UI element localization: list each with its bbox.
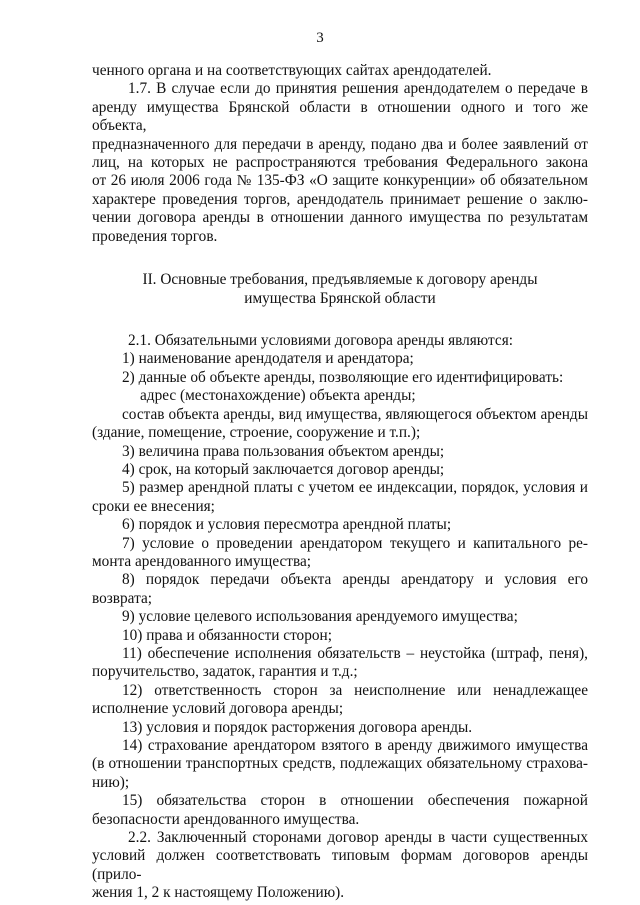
section-heading-line: II. Основные требования, предъявляемые к договору аренды	[142, 271, 538, 289]
list-item: 13) условия и порядок расторжения договора аренды.	[122, 718, 473, 736]
list-item: 5) размер арендной платы с учетом ее индексации, порядок, условия и	[122, 479, 588, 497]
list-item: 6) порядок и условия пересмотра арендной платы;	[122, 516, 452, 534]
paragraph-1-7-line: от 26 июля 2006 года № 135-ФЗ «О защите конкуренции» об обязательном	[92, 172, 588, 190]
list-item: 8) порядок передачи объекта аренды арендатору и условия его	[122, 571, 588, 589]
list-item: исполнение условий договора аренды;	[92, 700, 344, 718]
section-heading-line: имущества Брянской области	[244, 290, 436, 308]
text-line: ченного органа и на соответствующих сайтах арендодателей.	[92, 62, 492, 79]
list-item: безопасности арендованного имущества.	[92, 810, 360, 828]
clause-2-2: 2.2. Заключенный сторонами договор аренды в части существенных	[128, 829, 588, 847]
list-item: 10) права и обязанности сторон;	[122, 626, 332, 644]
list-subitem: состав объекта аренды, вид имущества, являющегося объектом аренды	[122, 405, 588, 423]
list-item: (в отношении транспортных средств, подлежащих обязательному страхова-	[92, 755, 588, 773]
list-item: 4) срок, на который заключается договор аренды;	[122, 460, 445, 478]
list-item: монта арендованного имущества;	[92, 552, 312, 570]
clause-2-2: жения 1, 2 к настоящему Положению).	[92, 884, 345, 902]
list-subitem: (здание, помещение, строение, сооружение и т.п.);	[92, 424, 421, 442]
list-item: 2) данные об объекте аренды, позволяющие его идентифицировать:	[122, 368, 564, 386]
list-item: сроки ее внесения;	[92, 497, 215, 515]
clause-2-2: условий должен соответствовать типовым формам договоров аренды (прило-	[92, 847, 588, 883]
paragraph-1-7-line: 1.7. В случае если до принятия решения арендодателем о передаче в	[128, 80, 588, 98]
list-item: 9) условие целевого использования арендуемого имущества;	[122, 608, 518, 626]
paragraph-1-7-line: аренду имущества Брянской области в отношении одного и того же объекта,	[92, 98, 588, 135]
list-item: 7) условие о проведении арендатором текущего и капитального ре-	[122, 534, 588, 552]
paragraph-1-7-line: предназначенного для передачи в аренду, подано два и более заявлений от	[92, 135, 588, 153]
list-item: 14) страхование арендатором взятого в аренду движимого имущества	[122, 737, 588, 754]
list-item: 11) обеспечение исполнения обязательств – неустойка (штраф, пеня),	[122, 644, 588, 662]
paragraph-1-7-line: проведения торгов.	[92, 227, 218, 245]
paragraph-1-7-line: чении договора аренды в отношении данного имущества по результатам	[92, 209, 588, 227]
section-heading	[92, 270, 588, 308]
page-number: 3	[316, 30, 324, 46]
clause-2-1: 2.1. Обязательными условиями договора аренды являются:	[128, 332, 513, 350]
paragraph-1-7-line: характере проведения торгов, арендодатель принимает решение о заклю-	[92, 190, 588, 208]
list-item: 15) обязательства сторон в отношении обеспечения пожарной	[122, 792, 588, 810]
list-item: возврата;	[92, 589, 152, 607]
list-item: поручительство, задаток, гарантия и т.д.;	[92, 663, 358, 681]
list-subitem: адрес (местонахождение) объекта аренды;	[140, 387, 416, 405]
list-item: 1) наименование арендодателя и арендатора;	[122, 350, 414, 368]
list-item: 12) ответственность сторон за неисполнение или ненадлежащее	[122, 681, 588, 699]
list-item: 3) величина права пользования объектом аренды;	[122, 442, 445, 460]
list-item: нию);	[92, 773, 130, 791]
paragraph-1-7-line: лиц, на которых не распространяются требования Федерального закона	[92, 154, 588, 172]
document-body	[92, 62, 588, 903]
